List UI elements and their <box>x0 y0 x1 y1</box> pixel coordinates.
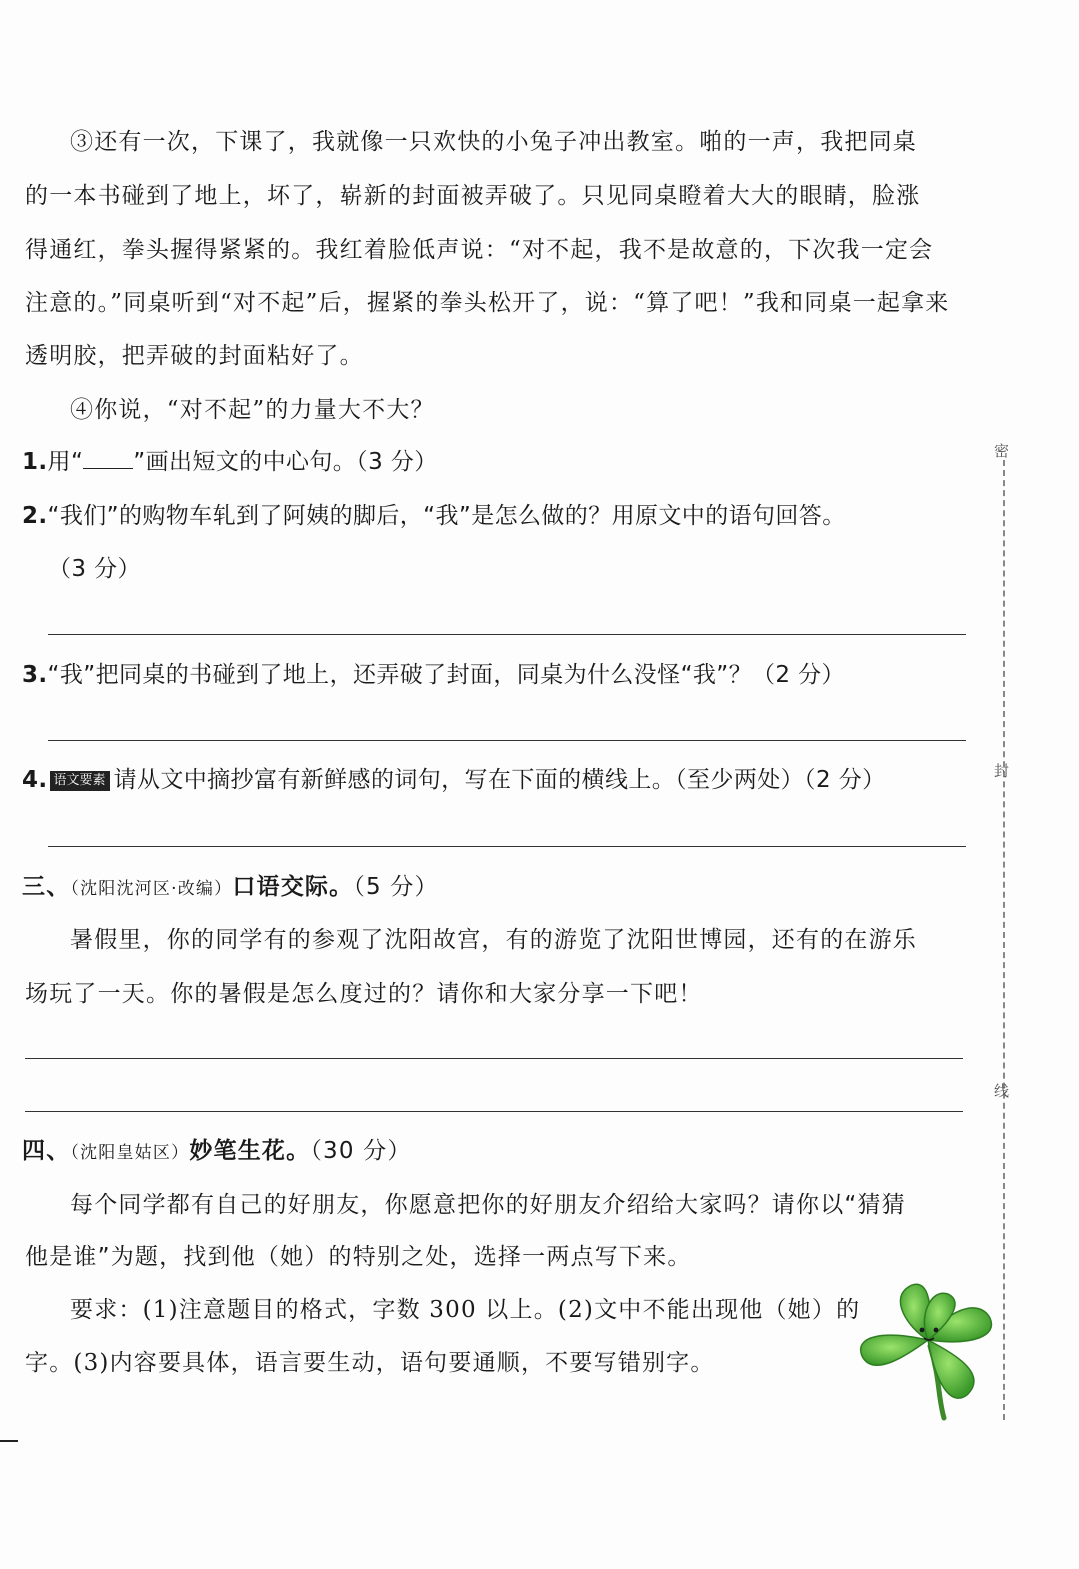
question-4-text: 请从文中摘抄富有新鲜感的词句，写在下面的横线上。（至少两处）（2 分） <box>113 767 886 793</box>
four-leaf-clover-icon <box>848 1268 1008 1428</box>
question-4-tag: 语文要素 <box>50 771 110 791</box>
section-3-score: （5 分） <box>353 874 439 900</box>
answer-line-s3-2[interactable] <box>25 1111 963 1112</box>
margin-char-2: 封 <box>994 762 1010 780</box>
question-3-text: “我”把同桌的书碰到了地上，还弄破了封面，同桌为什么没怪“我”？（2 分） <box>47 662 845 688</box>
corner-mark <box>0 1440 18 1442</box>
section-3-line-2: 场玩了一天。你的暑假是怎么度过的？请你和大家分享一下吧！ <box>25 981 703 1007</box>
section-4-line-2: 他是谁”为题，找到他（她）的特别之处，选择一两点写下来。 <box>25 1244 692 1270</box>
passage-p4: ④你说，“对不起”的力量大不大？ <box>70 397 435 423</box>
section-4-source: （沈阳皇姑区） <box>70 1143 190 1163</box>
section-3-heading <box>22 872 439 904</box>
margin-char-3: 线 <box>994 1082 1010 1100</box>
margin-char-1: 密 <box>994 442 1010 460</box>
section-3-title: 口语交际。 <box>232 874 354 900</box>
passage-p3-line-3: 得通红，拳头握得紧紧的。我红着脸低声说：“对不起，我不是故意的，下次我一定会 <box>25 237 934 263</box>
section-4-heading <box>22 1136 412 1168</box>
section-4-line-1: 每个同学都有自己的好朋友，你愿意把你的好朋友介绍给大家吗？请你以“猜猜 <box>70 1192 906 1218</box>
question-1 <box>22 447 438 477</box>
passage-p3-line-1: ③还有一次，下课了，我就像一只欢快的小兔子冲出教室。啪的一声，我把同桌 <box>70 129 917 155</box>
question-3 <box>22 660 845 690</box>
answer-line-q3[interactable] <box>48 740 966 741</box>
section-4-requirement-2: 字。(3)内容要具体，语言要生动，语句要通顺，不要写错别字。 <box>25 1350 715 1376</box>
passage-p3-line-4: 注意的。”同桌听到“对不起”后，握紧的拳头松开了，说：“算了吧！”我和同桌一起拿来 <box>25 290 950 316</box>
question-4-number: 4. <box>22 767 48 793</box>
question-2-text: “我们”的购物车轧到了阿姨的脚后，“我”是怎么做的？用原文中的语句回答。 <box>47 503 846 529</box>
question-2-number: 2. <box>22 503 48 529</box>
passage-p3-line-2: 的一本书碰到了地上，坏了，崭新的封面被弄破了。只见同桌瞪着大大的眼睛，脸涨 <box>25 183 921 209</box>
answer-line-s3-1[interactable] <box>25 1058 963 1059</box>
question-1-text: ”画出短文的中心句。（3 分） <box>133 449 438 475</box>
answer-line-q4[interactable] <box>48 846 966 847</box>
section-4-requirement-1: 要求：(1)注意题目的格式，字数 300 以上。(2)文中不能出现他（她）的 <box>70 1297 861 1323</box>
section-4-score: （30 分） <box>310 1138 412 1164</box>
section-3-source: （沈阳沈河区·改编） <box>70 879 233 899</box>
question-3-number: 3. <box>22 662 48 688</box>
section-3-number: 三、 <box>22 874 71 900</box>
question-1-number: 1. <box>22 449 48 475</box>
question-2-score: （3 分） <box>48 556 141 582</box>
answer-line-q2[interactable] <box>48 634 966 635</box>
section-3-line-1: 暑假里，你的同学有的参观了沈阳故宫，有的游览了沈阳世博园，还有的在游乐 <box>70 927 917 953</box>
section-4-title: 妙笔生花。 <box>189 1138 311 1164</box>
question-2 <box>22 501 846 531</box>
question-1-underline-sample <box>83 450 133 469</box>
question-1-prefix: 用“ <box>47 449 84 475</box>
section-4-number: 四、 <box>22 1138 71 1164</box>
question-4 <box>22 765 886 795</box>
passage-p3-line-5: 透明胶，把弄破的封面粘好了。 <box>25 343 364 369</box>
